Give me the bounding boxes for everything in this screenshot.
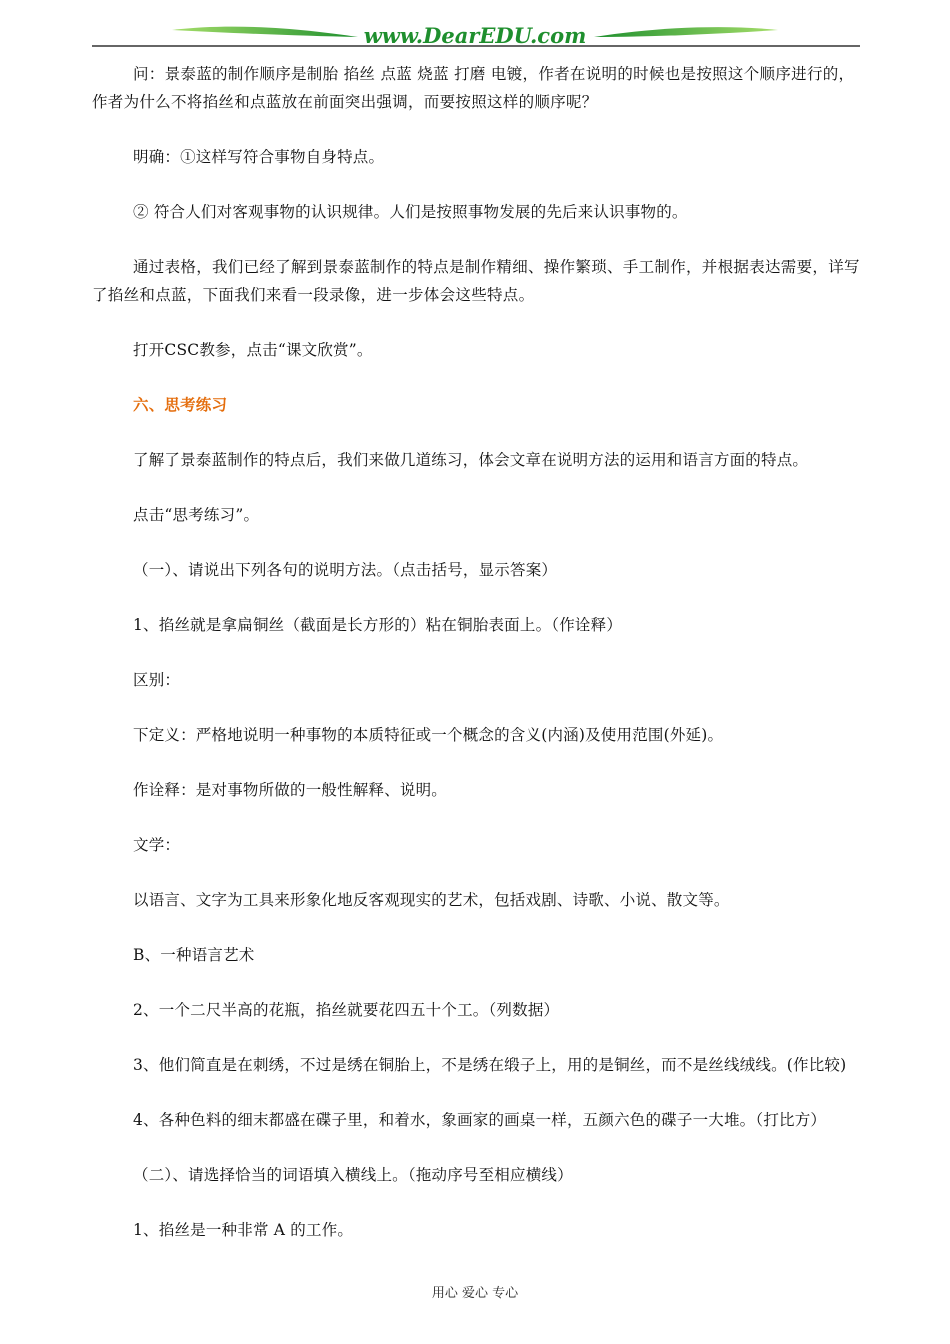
page-header — [0, 0, 950, 50]
exercise-part-1-title: （一）、请说出下列各句的说明方法。（点击括号，显示答案） — [133, 561, 558, 579]
logo-swoosh-right — [594, 27, 778, 37]
summary-paragraph: 通过表格，我们已经了解到景泰蓝制作的特点是制作精细、操作繁琐、手工制作，并根据表达需要，详写了掐丝和点蓝，下面我们来看一段录像，进一步体会这些特点。 — [92, 258, 860, 304]
literature-option-b: B、一种语言艺术 — [133, 946, 255, 964]
instruction-open-csc: 打开CSC教参，点击“课文欣赏”。 — [133, 341, 373, 359]
instruction-click-exercise: 点击“思考练习”。 — [133, 506, 260, 524]
literature-label: 文学： — [133, 836, 181, 854]
fill-blank-item-1: 1、掐丝是一种非常 A 的工作。 — [133, 1221, 354, 1239]
answer-line-1: 明确：①这样写符合事物自身特点。 — [133, 148, 385, 166]
exercise-item-1: 1、掐丝就是拿扁铜丝（截面是长方形的）粘在铜胎表面上。（作诠释） — [133, 616, 623, 634]
definition-text: 下定义：严格地说明一种事物的本质特征或一个概念的含义(内涵)及使用范围(外延)。 — [133, 726, 724, 744]
page-footer: 用心 爱心 专心 — [431, 1286, 519, 1301]
explanation-text: 作诠释：是对事物所做的一般性解释、说明。 — [133, 781, 448, 799]
document-body — [92, 60, 860, 1271]
distinction-label: 区别： — [133, 671, 181, 689]
exercise-item-4: 4、各种色料的细末都盛在碟子里，和着水，象画家的画桌一样，五颜六色的碟子一大堆。（打比方） — [133, 1111, 827, 1129]
literature-definition: 以语言、文字为工具来形象化地反客观现实的艺术，包括戏剧、诗歌、小说、散文等。 — [133, 891, 730, 909]
exercise-item-2: 2、一个二尺半高的花瓶，掐丝就要花四五十个工。（列数据） — [133, 1001, 560, 1019]
answer-line-2: ② 符合人们对客观事物的认识规律。人们是按照事物发展的先后来认识事物的。 — [133, 203, 688, 221]
question-paragraph: 问：景泰蓝的制作顺序是制胎 掐丝 点蓝 烧蓝 打磨 电镀，作者在说明的时候也是按照这个顺序进行的，作者为什么不将掐丝和点蓝放在前面突出强调，而要按照这样的顺序呢？ — [92, 65, 855, 111]
exercise-intro: 了解了景泰蓝制作的特点后，我们来做几道练习，体会文章在说明方法的运用和语言方面的特点。 — [133, 451, 809, 469]
site-logo-banner — [0, 0, 950, 50]
site-logo-text: www.DearEDU.com — [363, 23, 587, 48]
logo-swoosh-left — [172, 27, 358, 37]
exercise-part-2-title: （二）、请选择恰当的词语填入横线上。（拖动序号至相应横线） — [133, 1166, 573, 1184]
section-heading: 六、思考练习 — [133, 395, 228, 414]
exercise-item-3: 3、他们简直是在刺绣，不过是绣在铜胎上，不是绣在缎子上，用的是铜丝，而不是丝线绒线。(作比较) — [133, 1056, 847, 1074]
